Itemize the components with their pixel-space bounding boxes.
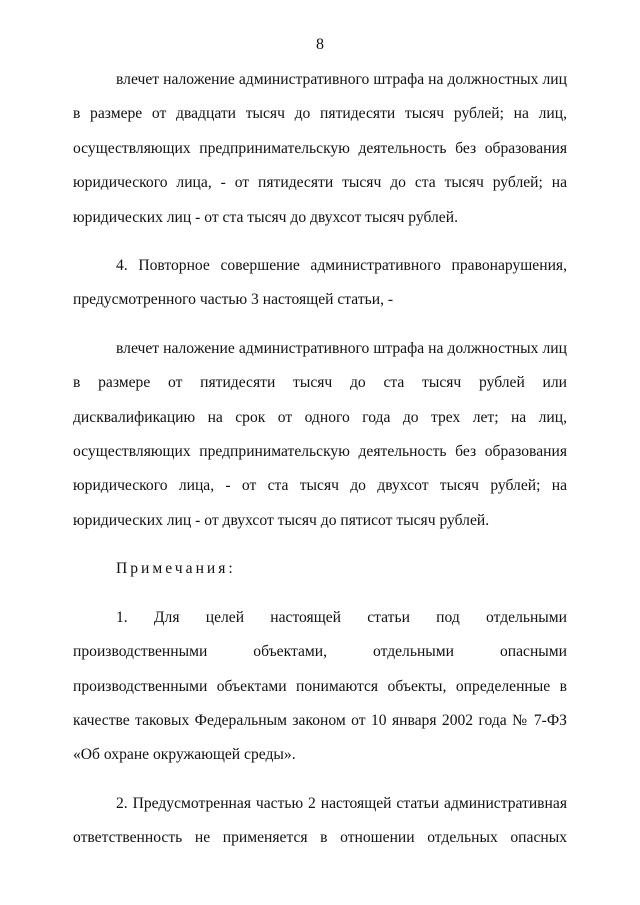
note-2: 2. Предусмотренная частью 2 настоящей статьи административная ответственность не применяется в отношении отдельных опасных [73, 794, 567, 847]
page-number: 8 [316, 36, 324, 53]
notes-heading: Примечания: [116, 560, 236, 578]
paragraph-part-4: 4. Повторное совершение административного правонарушения, предусмотренного частью 3 настоящей статьи, - [73, 257, 567, 309]
paragraph-penalty-part-4: влечет наложение административного штрафа на должностных лиц в размере от пятидесяти тысяч до ста тысяч рублей или дисквалификацию на срок от одного года до трех лет; на лиц, осуществляющих предпринимательскую деятельность без образования юридического лица, - от ста тысяч до двухсот тысяч рублей; на юридических лиц - от двухсот тысяч до пятисот тысяч рублей. [73, 339, 567, 529]
note-1: 1. Для целей настоящей статьи под отдельными производственными объектами, отдельными опасными производственными объектами понимаются объекты, определенные в качестве таковых Федеральным законом от 10 января 2002 года № 7-ФЗ «Об охране окружающей среды». [73, 608, 567, 764]
document-body [73, 63, 567, 856]
paragraph-penalty-part-3: влечет наложение административного штрафа на должностных лиц в размере от двадцати тысяч до пятидесяти тысяч рублей; на лиц, осуществляющих предпринимательскую деятельность без образования юридического лица, - от пятидесяти тысяч до ста тысяч рублей; на юридических лиц - от ста тысяч до двухсот тысяч рублей. [73, 71, 567, 226]
